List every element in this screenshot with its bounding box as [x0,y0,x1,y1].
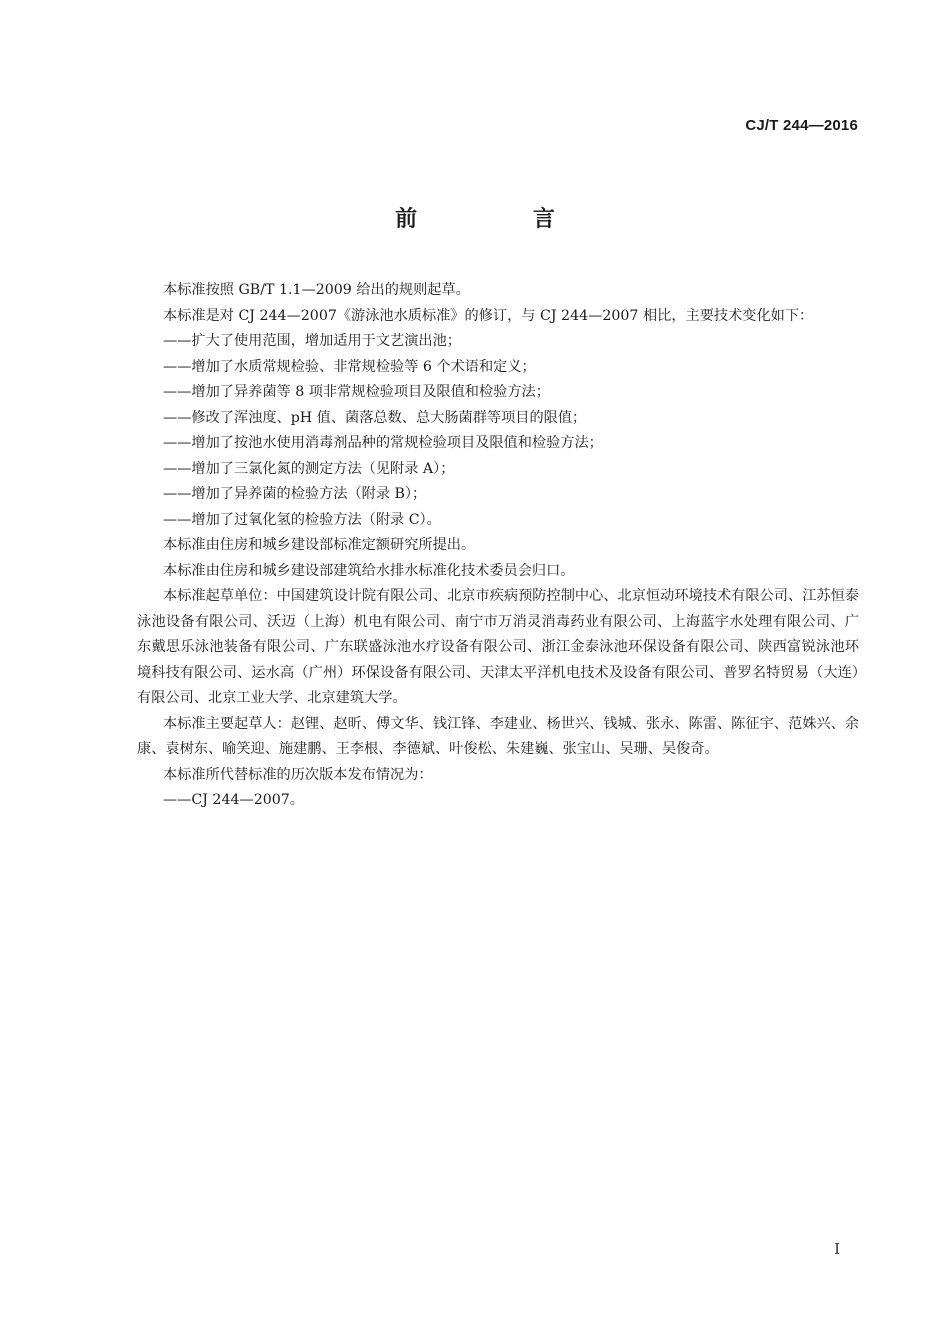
list-item-change: ——增加了三氯化氮的测定方法（见附录 A）； [163,460,455,477]
list-item-history: ——CJ 244—2007。 [163,792,304,808]
paragraph-drafting-units: 本标准起草单位：中国建筑设计院有限公司、北京市疾病预防控制中心、北京恒动环境技术有限公司、江苏恒泰泳池设备有限公司、沃迈（上海）机电有限公司、南宁市万消灵消毒药业有限公司、上海蓝宇水处理有限公司、广东戴思乐泳池装备有限公司、广东联盛泳池水疗设备有限公司、浙江金泰泳池环保设备有限公司、陕西富锐泳池环境科技有限公司、运水高（广州）环保设备有限公司、天津太平洋机电技术及设备有限公司、普罗名特贸易（大连）有限公司、北京工业大学、北京建筑大学。 [137,588,859,706]
page-title: 前 言 [395,207,609,232]
list-item-change: ——增加了异养菌的检验方法（附录 B）； [163,486,427,502]
paragraph-revision-intro: 本标准是对 CJ 244—2007《游泳池水质标准》的修订，与 CJ 244—2007 相比，主要技术变化如下： [163,307,814,324]
paragraph-managed-by: 本标准由住房和城乡建设部建筑给水排水标准化技术委员会归口。 [163,562,575,579]
list-item-change: ——增加了过氧化氢的检验方法（附录 C）。 [163,511,441,528]
paragraph-drafting-rules: 本标准按照 GB/T 1.1—2009 给出的规则起草。 [163,282,470,298]
list-item-change: ——增加了水质常规检验、非常规检验等 6 个术语和定义； [163,358,536,375]
body-text [137,278,859,814]
list-item-change: ——扩大了使用范围，增加适用于文艺演出池； [163,333,461,349]
paragraph-history-intro: 本标准所代替标准的历次版本发布情况为： [163,766,433,783]
standard-code: CJ/T 244—2016 [745,117,858,134]
paragraph-drafters: 本标准主要起草人：赵锂、赵昕、傅文华、钱江锋、李建业、杨世兴、钱城、张永、陈雷、陈征宇、范姝兴、余康、袁树东、喻笑迎、施建鹏、王李根、李德斌、叶俊松、朱建巍、张宝山、吴珊、吴俊奇。 [137,715,859,757]
page-number: I [834,1240,840,1258]
list-item-change: ——增加了异养菌等 8 项非常规检验项目及限值和检验方法； [163,384,550,400]
list-item-change: ——增加了按池水使用消毒剂品种的常规检验项目及限值和检验方法； [163,435,603,451]
list-item-change: ——修改了浑浊度、pH 值、菌落总数、总大肠菌群等项目的限值； [163,409,587,426]
paragraph-proposed-by: 本标准由住房和城乡建设部标准定额研究所提出。 [163,537,476,553]
